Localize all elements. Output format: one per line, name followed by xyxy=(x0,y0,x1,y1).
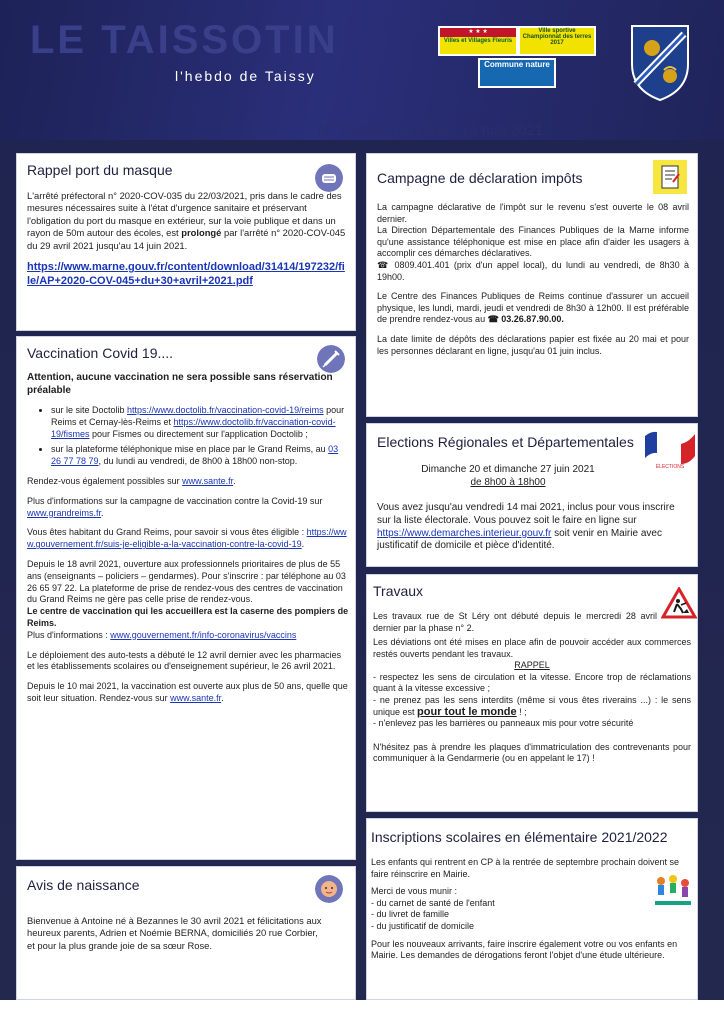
villes-fleuris-logo: ★ ★ ★ Villes et Villages Fleuris xyxy=(438,26,518,56)
booking-list xyxy=(27,405,349,468)
section-title: Vaccination Covid 19.... xyxy=(27,345,174,361)
section-title: Avis de naissance xyxy=(27,877,140,893)
mask-text: L'arrêté préfectoral n° 2020-COV-035 du 22/03/2021, pris dans le cadre des mesures nécessaires suite à l'état d'urgence sanitaire et préservant l'obligation du port du masque en extérieur, sur la voie publique et dans un rayon de 50m autour des écoles, est prolongé par l'arrêté n° 2020-COV-045 du 29 avril 2021 jusqu'au 14 juin 2021. xyxy=(27,190,346,251)
tax-form-icon xyxy=(653,160,687,194)
baby-icon xyxy=(315,875,343,903)
sante-link[interactable]: www.sante.fr xyxy=(182,475,234,486)
paragraph: Pour les nouveaux arrivants, faire inscrire également votre ou vos enfants en Mairie. Les demandes de dérogations feront l'objet d'une étude ultérieure. xyxy=(371,938,678,961)
paragraph: ☎ 0809.401.401 (prix d'un appel local), du lundi au vendredi, de 8h30 à 19h00. xyxy=(377,259,689,282)
doc-item: - du carnet de santé de l'enfant xyxy=(371,897,495,908)
doc-item: - du justificatif de domicile xyxy=(371,920,475,931)
paragraph: La campagne déclarative de l'impôt sur le revenu s'est ouverte le 08 avril dernier. xyxy=(377,202,689,224)
birth-notice-section xyxy=(16,866,356,1000)
newsletter-title: LE TAISSOTIN xyxy=(30,18,339,62)
paragraph: Les enfants qui rentrent en CP à la rentrée de septembre prochain doivent se faire réinscrire en Mairie. xyxy=(371,857,680,879)
newsletter-header xyxy=(0,0,724,140)
election-date: Dimanche 20 et dimanche 27 juin 2021 xyxy=(421,464,595,475)
section-title: Elections Régionales et Départementales xyxy=(377,434,634,450)
paragraph: Les travaux rue de St Léry ont débuté depuis le mercredi 28 avril dernier par la phase n° 2. xyxy=(373,611,657,633)
mask-icon xyxy=(315,164,343,192)
commune-nature-logo: Commune nature xyxy=(478,58,556,88)
rule-item: - n'enlevez pas les barrières ou panneaux mis pour votre sécurité xyxy=(373,718,634,729)
gouvernement-vaccins-link[interactable]: www.gouvernement.fr/info-coronavirus/vaccins xyxy=(110,629,297,640)
sante-link-2[interactable]: www.sante.fr xyxy=(170,692,222,703)
tax-campaign-section xyxy=(366,153,698,417)
mask-decree-link[interactable]: https://www.marne.gouv.fr/content/download/31414/197232/file/AP+2020-COV-045+du+30+avril+2021.pdf xyxy=(27,261,345,288)
grandreims-link[interactable]: www.grandreims.fr xyxy=(27,507,102,518)
rule-item: - respectez les sens de circulation et la vitesse. Encore trop de réclamations quant à la vitesse excessive ; xyxy=(373,671,691,694)
syringe-icon xyxy=(317,345,345,373)
rule-item: - ne prenez pas les sens interdits (même si vous êtes riverains ...) : le sens unique est pour tout le monde ! ; xyxy=(373,694,691,718)
election-hours: de 8h00 à 18h00 xyxy=(470,476,546,488)
doctolib-fismes-link[interactable]: https://www.doctolib.fr/vaccination-covid-19/fismes xyxy=(51,416,336,439)
roadwork-icon xyxy=(661,587,697,619)
birth-text: Bienvenue à Antoine né à Bezannes le 30 avril 2021 et félicitations aux heureux parents, Adrien et Noémie BERNA, domiciliés 20 rue Corbier, et pour la plus grande joie de sa sœur Rose. xyxy=(27,915,322,951)
ville-sportive-logo: Ville sportive Championnat des terres 2017 xyxy=(518,26,596,56)
list-item: • sur le site Doctolib https://www.doctolib.fr/vaccination-covid-19/reims pour Reims et Cernay-lès-Reims et https://www.doctolib.fr/vaccination-covid-19/fismes pour Fismes ou directement sur l'application Doctolib ; xyxy=(51,405,349,440)
paragraph: Vous êtes habitant du Grand Reims, pour savoir si vous êtes éligible : https://www.gouvernement.fr/suis-je-eligible-a-la-vaccination-contre-la-covid-19. xyxy=(27,527,347,550)
paragraph: Merci de vous munir : xyxy=(371,886,458,897)
paragraph: Depuis le 10 mai 2021, la vaccination est ouverte aux plus de 50 ans, quelle que soit leur situation. Rendez-vous sur www.sante.fr. xyxy=(27,681,348,703)
elections-section xyxy=(366,423,698,567)
paragraph: La Direction Départementale des Finances Publiques de la Marne informe qu'une assistance téléphonique est mise en place afin d'aider les usagers à accomplir ces démarches déclaratives. xyxy=(377,225,689,259)
section-title: Campagne de déclaration impôts xyxy=(377,170,583,186)
demarches-link[interactable]: https://www.demarches.interieur.gouv.fr xyxy=(377,527,552,539)
coat-of-arms-icon xyxy=(630,24,690,102)
mask-reminder-section xyxy=(16,153,356,331)
paragraph: Rendez-vous également possibles sur www.sante.fr. xyxy=(27,475,236,486)
vaccination-section xyxy=(16,336,356,860)
paragraph: Le centre de vaccination qui les accueillera est la caserne des pompiers de Reims. xyxy=(27,606,349,628)
election-text: Vous avez jusqu'au vendredi 14 mai 2021, inclus pour vous inscrire sur la liste électorale. Vous pouvez soit le faire en ligne sur https://www.demarches.interieur.gouv.fr soit venir en Mairie avec justificatif de domicile et pièce d'identité. xyxy=(377,502,675,552)
svg-text:ÉLECTIONS: ÉLECTIONS xyxy=(655,464,685,470)
paragraph: La date limite de dépôts des déclarations papier est fixée au 20 mai et pour les personnes déclarant en ligne, jusqu'au 01 juin inclus. xyxy=(377,333,689,356)
rappel-heading: RAPPEL xyxy=(514,660,550,671)
paragraph: Plus d'informations : www.gouvernement.fr/info-coronavirus/vaccins xyxy=(27,629,297,640)
paragraph: Le déploiement des auto-tests a débuté le 12 avril dernier avec les pharmacies et les établissements scolaires ou d'enseignement supérieur, le 26 avril 2021. xyxy=(27,649,342,672)
list-item: • sur la plateforme téléphonique mise en place par le Grand Reims, au 03 26 77 78 79, du lundi au vendredi, de 8h00 à 18h00 non-stop. xyxy=(51,444,349,468)
vaccination-warning: Attention, aucune vaccination ne sera possible sans réservation préalable xyxy=(27,372,333,396)
paragraph: N'hésitez pas à prendre les plaques d'immatriculation des contrevenants pour communiquer à la Gendarmerie (ou en appelant le 17) ! xyxy=(373,741,691,764)
ballot-icon xyxy=(643,426,697,470)
newsletter-subtitle: l'hebdo de Taissy xyxy=(175,68,316,84)
phone-link[interactable]: 03 26 77 78 79 xyxy=(51,444,339,467)
school-enrolment-section xyxy=(366,818,698,1000)
paragraph: Plus d'informations sur la campagne de vaccination contre la Covid-19 sur www.grandreims.fr. xyxy=(27,495,323,518)
roadworks-section xyxy=(366,574,698,812)
eligibility-link[interactable]: https://www.gouvernement.fr/suis-je-eligible-a-la-vaccination-contre-la-covid-19 xyxy=(27,527,347,550)
doctolib-reims-link[interactable]: https://www.doctolib.fr/vaccination-covid-19/reims xyxy=(127,405,324,415)
issue-number: N° 1942 du Vendredi 14 mai 2021 xyxy=(318,122,544,139)
paragraph: Le Centre des Finances Publiques de Reims continue d'assurer un accueil physique, les lundi, mardi, jeudi et vendredi de 8h30 à 12h00. Il est préférable de prendre rendez-vous au ☎ 03.26.87.90.00. xyxy=(377,291,689,325)
section-title: Rappel port du masque xyxy=(27,162,173,178)
paragraph: Les déviations ont été mises en place afin de pouvoir accéder aux commerces restés ouverts pendant les travaux. xyxy=(373,637,691,659)
paragraph: Depuis le 18 avril 2021, ouverture aux professionnels prioritaires de plus de 55 ans (enseignants – policiers – gendarmes). Pour s'inscrire : par téléphone au 03 26 65 97 22. La plateforme de prise de rendez-vous des centres de vaccination du Grand Reims ne gère pas celle prise de rendez-vous. xyxy=(27,558,346,605)
section-title: Inscriptions scolaires en élémentaire 2021/2022 xyxy=(371,829,668,845)
doc-item: - du livret de famille xyxy=(371,909,450,920)
section-title: Travaux xyxy=(373,583,424,599)
